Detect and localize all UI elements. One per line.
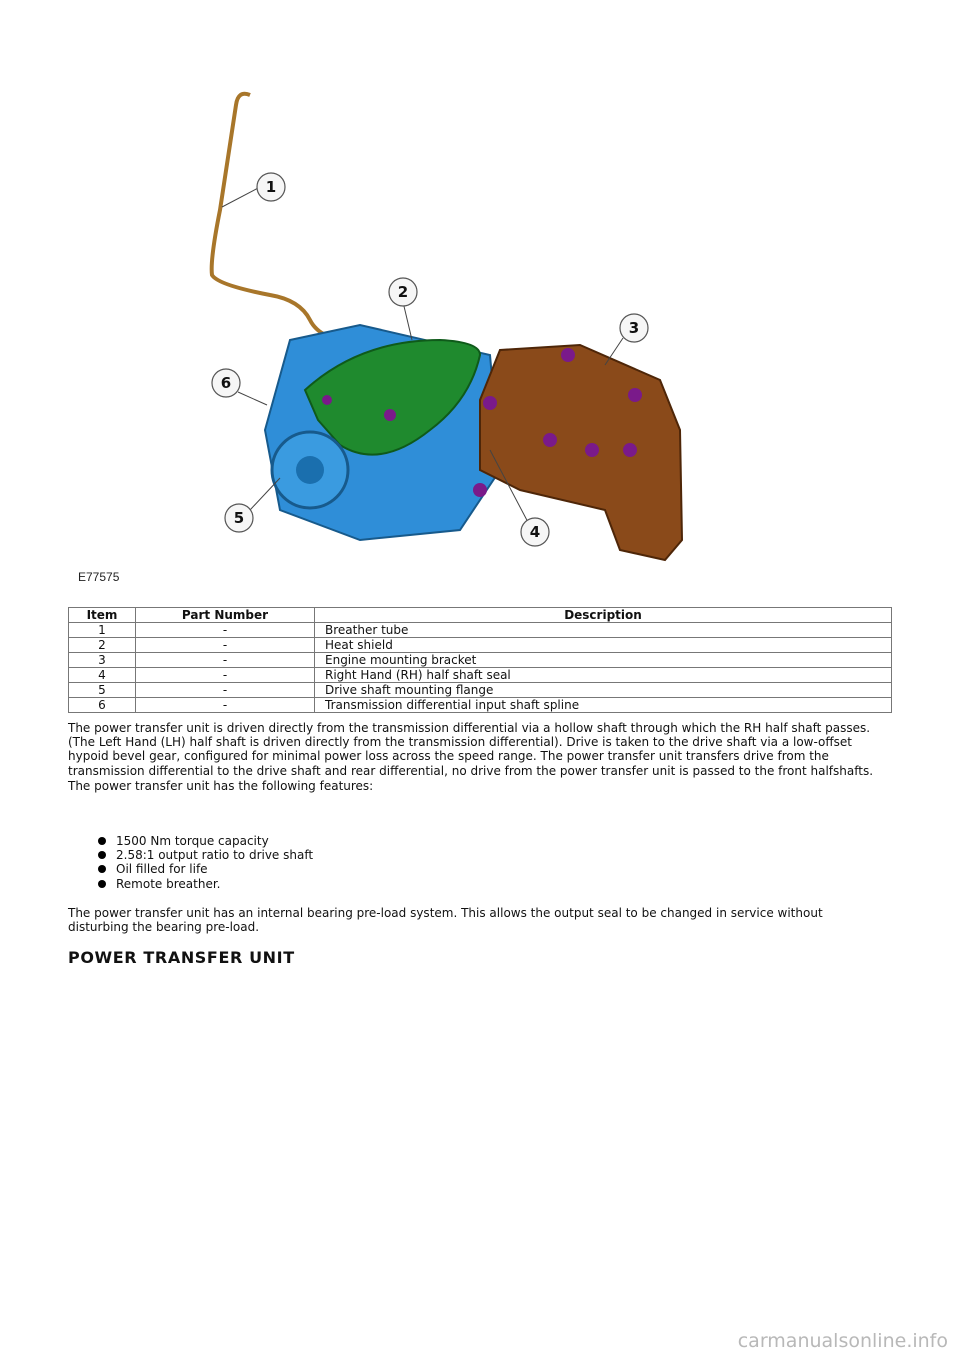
cell-item: 5 — [69, 683, 136, 698]
cell-part-number: - — [136, 623, 315, 638]
cell-description: Heat shield — [315, 638, 892, 653]
cell-description: Breather tube — [315, 623, 892, 638]
callout-5: 5 — [233, 509, 245, 527]
callout-4: 4 — [529, 523, 541, 541]
table-row — [69, 698, 892, 713]
cell-description: Drive shaft mounting flange — [315, 683, 892, 698]
bullet-icon — [98, 837, 106, 845]
breather-tube — [212, 94, 355, 342]
features-list — [98, 834, 313, 891]
parts-table — [68, 607, 892, 713]
table-row — [69, 683, 892, 698]
feature-text: Oil filled for life — [116, 862, 208, 877]
cell-description: Right Hand (RH) half shaft seal — [315, 668, 892, 683]
feature-text: 1500 Nm torque capacity — [116, 834, 269, 848]
cell-item: 2 — [69, 638, 136, 653]
cell-item: 3 — [69, 653, 136, 668]
list-item — [98, 834, 313, 848]
table-row — [69, 638, 892, 653]
cell-part-number: - — [136, 668, 315, 683]
engine-mounting-bracket — [480, 345, 682, 560]
features-intro: The power transfer unit has the following features: — [68, 779, 374, 793]
callout-1: 1 — [265, 178, 277, 196]
cell-part-number: - — [136, 683, 315, 698]
list-item — [98, 877, 313, 891]
preload-paragraph: The power transfer unit has an internal bearing pre-load system. This allows the output seal to be changed in service without disturbing the bearing pre-load. — [68, 906, 823, 935]
callout-6: 6 — [220, 374, 232, 392]
header-item: Item — [69, 608, 136, 623]
callout-3: 3 — [628, 319, 640, 337]
feature-text: 2.58:1 output ratio to drive shaft — [116, 848, 314, 863]
cell-description: Engine mounting bracket — [315, 653, 892, 668]
header-description: Description — [315, 608, 892, 623]
list-item — [98, 848, 313, 862]
bullet-icon — [98, 865, 106, 873]
bullet-icon — [98, 880, 106, 888]
header-part-number: Part Number — [136, 608, 315, 623]
table-header-row — [69, 608, 892, 623]
cell-part-number: - — [136, 698, 315, 713]
feature-text: Remote breather. — [116, 876, 221, 891]
ptu-diagram — [60, 70, 760, 590]
table-row — [69, 653, 892, 668]
table-row — [69, 623, 892, 638]
cell-item: 6 — [69, 698, 136, 713]
table-row — [69, 668, 892, 683]
power-transfer-unit-illustration — [60, 70, 760, 590]
cell-item: 1 — [69, 623, 136, 638]
section-heading: POWER TRANSFER UNIT — [68, 948, 295, 967]
figure-id: E77575 — [78, 570, 120, 584]
cell-item: 4 — [69, 668, 136, 683]
cell-description: Transmission differential input shaft spline — [315, 698, 892, 713]
intro-paragraph: The power transfer unit is driven directly from the transmission differential via a hollow shaft through which the RH half shaft passes. (The Left Hand (LH) half shaft is driven directly from the transmission differential). Drive is taken to the drive shaft via a low-offset hypoid bevel gear, configured for minimal power loss across the speed range. The power transfer unit transfers drive from the transmission differential to the drive shaft and rear differential, no drive from the power transfer unit is passed to the front halfshafts. — [68, 721, 874, 778]
cell-part-number: - — [136, 638, 315, 653]
cell-part-number: - — [136, 653, 315, 668]
bullet-icon — [98, 851, 106, 859]
list-item — [98, 862, 313, 876]
callout-2: 2 — [397, 283, 409, 301]
watermark-link[interactable]: carmanualsonline.info — [737, 1330, 948, 1352]
